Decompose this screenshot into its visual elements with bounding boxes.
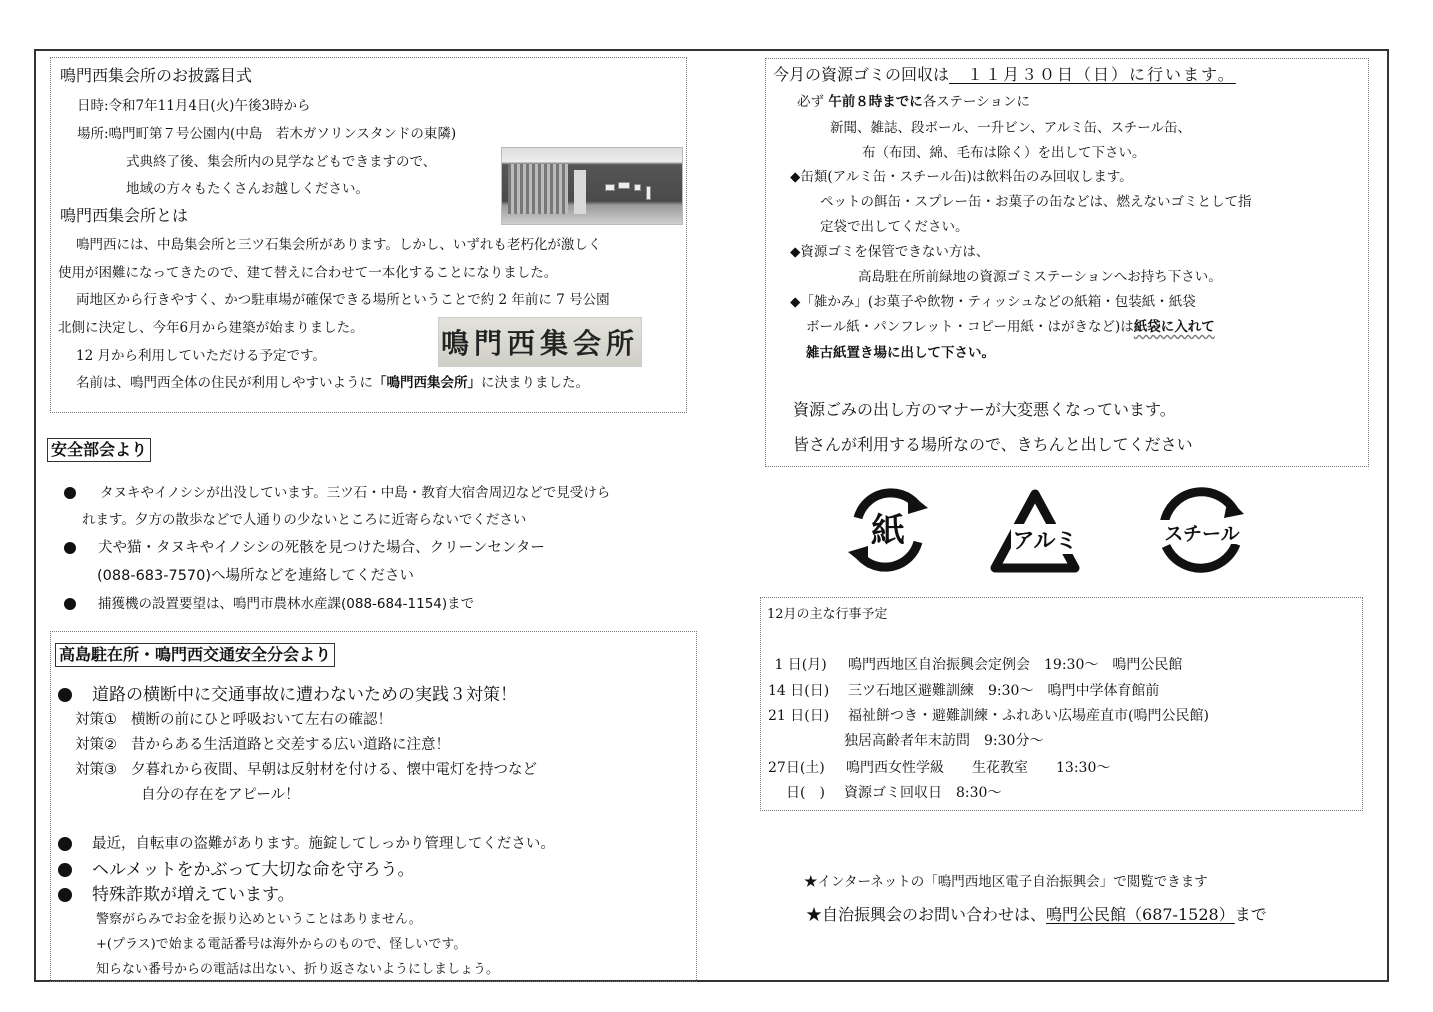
bullet-icon [64, 487, 76, 499]
deadline-time: 午前８時までに [828, 94, 923, 110]
about-para-4 [76, 371, 589, 391]
fraud-note-2: +(プラス)で始まる電話番号は海外からのもので、怪しいです。 [96, 937, 467, 952]
bike-theft-item [58, 832, 555, 853]
schedule-date: 21 日(日) [768, 708, 830, 724]
traffic-headline-text: 道路の横断中に交通事故に遭わないための実践３対策！ [92, 685, 517, 705]
safety-item-1-cont: れます。夕方の散歩などで人通りの少ないところに近寄らないでください [82, 512, 527, 528]
photo-facade [508, 164, 568, 214]
about-para-3: 12 月から利用していただける予定です。 [76, 348, 326, 364]
fraud-text: 特殊詐欺が増えています。 [92, 885, 295, 905]
about-para-2a: 両地区から行きやすく、かつ駐車場が確保できる場所ということで約 2 年前に 7 号公園 [76, 292, 610, 308]
recycling-date: １１月３０日（日）に行います。 [949, 65, 1236, 84]
schedule-row [786, 782, 1001, 802]
helmet-text: ヘルメットをかぶって大切な命を守ろう。 [92, 860, 415, 880]
misc-paper-rule-2 [806, 315, 1215, 335]
about-para-2b: 北側に決定し、今年6月から建築が始まりました。 [58, 320, 364, 336]
measure-3 [75, 758, 537, 779]
measure-3-cont: 自分の存在をアピール！ [141, 787, 300, 803]
hall-sign-image [438, 317, 642, 367]
aluminum-recycle-icon [985, 480, 1085, 580]
measure-3-label: 対策③ [75, 762, 117, 778]
measure-1-label: 対策① [75, 712, 117, 728]
contact-prefix: ★自治振興会のお問い合わせは、 [806, 905, 1047, 924]
svg-text:紙: 紙 [871, 511, 905, 551]
helmet-item [58, 855, 415, 880]
contact-place: 鳴門公民館（687-1528） [1046, 905, 1235, 924]
bullet-icon [58, 688, 72, 702]
bullet-icon [64, 598, 76, 610]
about-para-1a: 鳴門西には、中島集会所と三ツ石集会所があります。しかし、いずれも老朽化が激しく [76, 237, 602, 253]
photo-window [634, 184, 641, 191]
measure-2-label: 対策② [75, 737, 117, 753]
photo-window [605, 184, 615, 191]
misc-paper-rule-3: 雑古紙置き場に出して下さい。 [806, 345, 995, 361]
ceremony-datetime: 日時:令和7年11月4日(火)午後3時から [77, 98, 311, 114]
photo-window [646, 186, 651, 200]
schedule-event: 資源ゴミ回収日 8:30～ [844, 785, 1002, 801]
schedule-row [770, 654, 1182, 674]
safety-item-1 [64, 481, 610, 501]
photo-door [574, 170, 586, 214]
ceremony-note-2: 地域の方々もたくさんお越しください。 [126, 181, 369, 197]
svg-text:スチール: スチール [1164, 523, 1240, 545]
cans-note-1: ペットの餌缶・スプレー缶・お菓子の缶などは、燃えないゴミとして指 [820, 194, 1252, 210]
deadline-suffix: 各ステーションに [922, 94, 1030, 110]
misc-paper-rule: ◆「雑かみ」(お菓子や飲物・ティッシュなどの紙箱・包装紙・紙袋 [790, 294, 1196, 310]
measure-1-text: 横断の前にひと呼吸おいて左右の確認！ [131, 712, 392, 728]
schedule-date: 日( ) [786, 785, 825, 801]
schedule-box [760, 597, 1363, 811]
svg-text:アルミ: アルミ [1012, 529, 1078, 554]
manner-line-2: 皆さんが利用する場所なので、きちんと出してください [793, 435, 1193, 454]
measure-1 [75, 708, 392, 729]
safety-title: 安全部会より [47, 438, 151, 462]
safety-item-1-text: タヌキやイノシシが出没しています。三ツ石・中島・教育大宿舎周辺などで見受けら [100, 485, 611, 501]
traffic-headline [58, 680, 517, 705]
bullet-icon [58, 863, 72, 877]
bullet-icon [58, 888, 72, 902]
internet-note: ★インターネットの「鳴門西地区電子自治振興会」で閲覧できます [804, 874, 1208, 890]
recycling-title [773, 62, 1236, 85]
bullet-icon [64, 542, 76, 554]
misc-2-prefix: ボール紙・パンフレット・コピー用紙・はがきなど)は [806, 319, 1134, 335]
safety-item-2-cont: (088-683-7570)へ場所などを連絡してください [97, 568, 415, 584]
recycling-title-prefix: 今月の資源ゴミの回収は [773, 65, 950, 84]
steel-recycle-icon [1150, 480, 1250, 580]
safety-item-3-text: 捕獲機の設置要望は、鳴門市農林水産課(088-684-1154)まで [98, 596, 475, 612]
recycling-items-1: 新聞、雑誌、段ボール、一升ビン、アルミ缶、スチール缶、 [830, 120, 1191, 136]
storage-rule: ◆資源ゴミを保管できない方は、 [790, 244, 990, 260]
bike-theft-text: 最近，自転車の盗難があります。施錠してしっかり管理してください。 [92, 836, 555, 852]
recycling-deadline [797, 90, 1030, 110]
cans-rule: ◆缶類(アルミ缶・スチール缶)は飲料缶のみ回収します。 [790, 169, 1133, 185]
contact-suffix: まで [1234, 905, 1267, 924]
safety-item-2 [64, 536, 545, 557]
storage-note: 高島駐在所前緑地の資源ゴミステーションへお持ち下さい。 [858, 269, 1222, 285]
schedule-date: 1 日(月) [770, 657, 827, 673]
contact-note [806, 902, 1267, 925]
cans-note-2: 定袋で出してください。 [820, 219, 969, 235]
paper-bag-instruction: 紙袋に入れて [1133, 319, 1215, 335]
hall-photo [501, 147, 683, 225]
schedule-row [768, 705, 1209, 725]
schedule-date: 14 日(日) [768, 683, 830, 699]
schedule-event: 福祉餅つき・避難訓練・ふれあい広場産直市(鳴門公民館) [848, 708, 1209, 724]
hall-name: 「鳴門西集会所」 [373, 375, 481, 391]
schedule-event: 鳴門西女性学級 生花教室 13:30～ [846, 760, 1111, 776]
schedule-date: 27日(土) [768, 760, 825, 776]
schedule-event: 三ツ石地区避難訓練 9:30～ 鳴門中学体育館前 [848, 683, 1160, 699]
schedule-title: 12月の主な行事予定 [767, 607, 888, 622]
manner-line-1: 資源ごみの出し方のマナーが大変悪くなっています。 [793, 400, 1176, 419]
measure-3-text: 夕暮れから夜間、早朝は反射材を付ける、懐中電灯を持つなど [131, 762, 537, 778]
paper-recycle-icon [838, 480, 938, 580]
ceremony-note-1: 式典終了後、集会所内の見学などもできますので、 [126, 154, 437, 170]
para-4-prefix: 名前は、鳴門西全体の住民が利用しやすいように [76, 375, 373, 391]
para-4-suffix: に決まりました。 [481, 375, 589, 391]
fraud-note-1: 警察がらみでお金を振り込めということはありません。 [96, 912, 422, 927]
sign-text: 鳴門西集会所 [440, 327, 639, 360]
about-title: 鳴門西集会所とは [60, 206, 189, 225]
measure-2 [75, 733, 450, 754]
recycling-items-2: 布（布団、綿、毛布は除く）を出して下さい。 [862, 145, 1146, 161]
schedule-event: 鳴門西地区自治振興会定例会 19:30～ 鳴門公民館 [848, 657, 1183, 673]
fraud-note-3: 知らない番号からの電話は出ない、折り返さないようにしましょう。 [96, 962, 500, 977]
safety-item-2-text: 犬や猫・タヌキやイノシシの死骸を見つけた場合、クリーンセンター [98, 540, 545, 556]
schedule-row [768, 680, 1159, 700]
schedule-row [768, 757, 1110, 777]
safety-item-3 [64, 592, 474, 612]
schedule-event: 独居高齢者年末訪問 9:30分～ [844, 733, 1044, 749]
about-para-1b: 使用が困難になってきたので、建て替えに合わせて一本化することになりました。 [58, 265, 558, 281]
ceremony-title: 鳴門西集会所のお披露目式 [60, 66, 253, 85]
deadline-prefix: 必ず [797, 94, 824, 110]
fraud-item [58, 880, 295, 905]
ceremony-place: 場所:鳴門町第７号公園内(中島 若木ガソリンスタンドの東隣) [77, 126, 457, 142]
bullet-icon [58, 837, 72, 851]
measure-2-text: 昔からある生活道路と交差する広い道路に注意！ [131, 737, 450, 753]
photo-window [618, 182, 630, 189]
schedule-row [768, 730, 1043, 750]
traffic-title: 高島駐在所・鳴門西交通安全分会より [55, 643, 335, 667]
